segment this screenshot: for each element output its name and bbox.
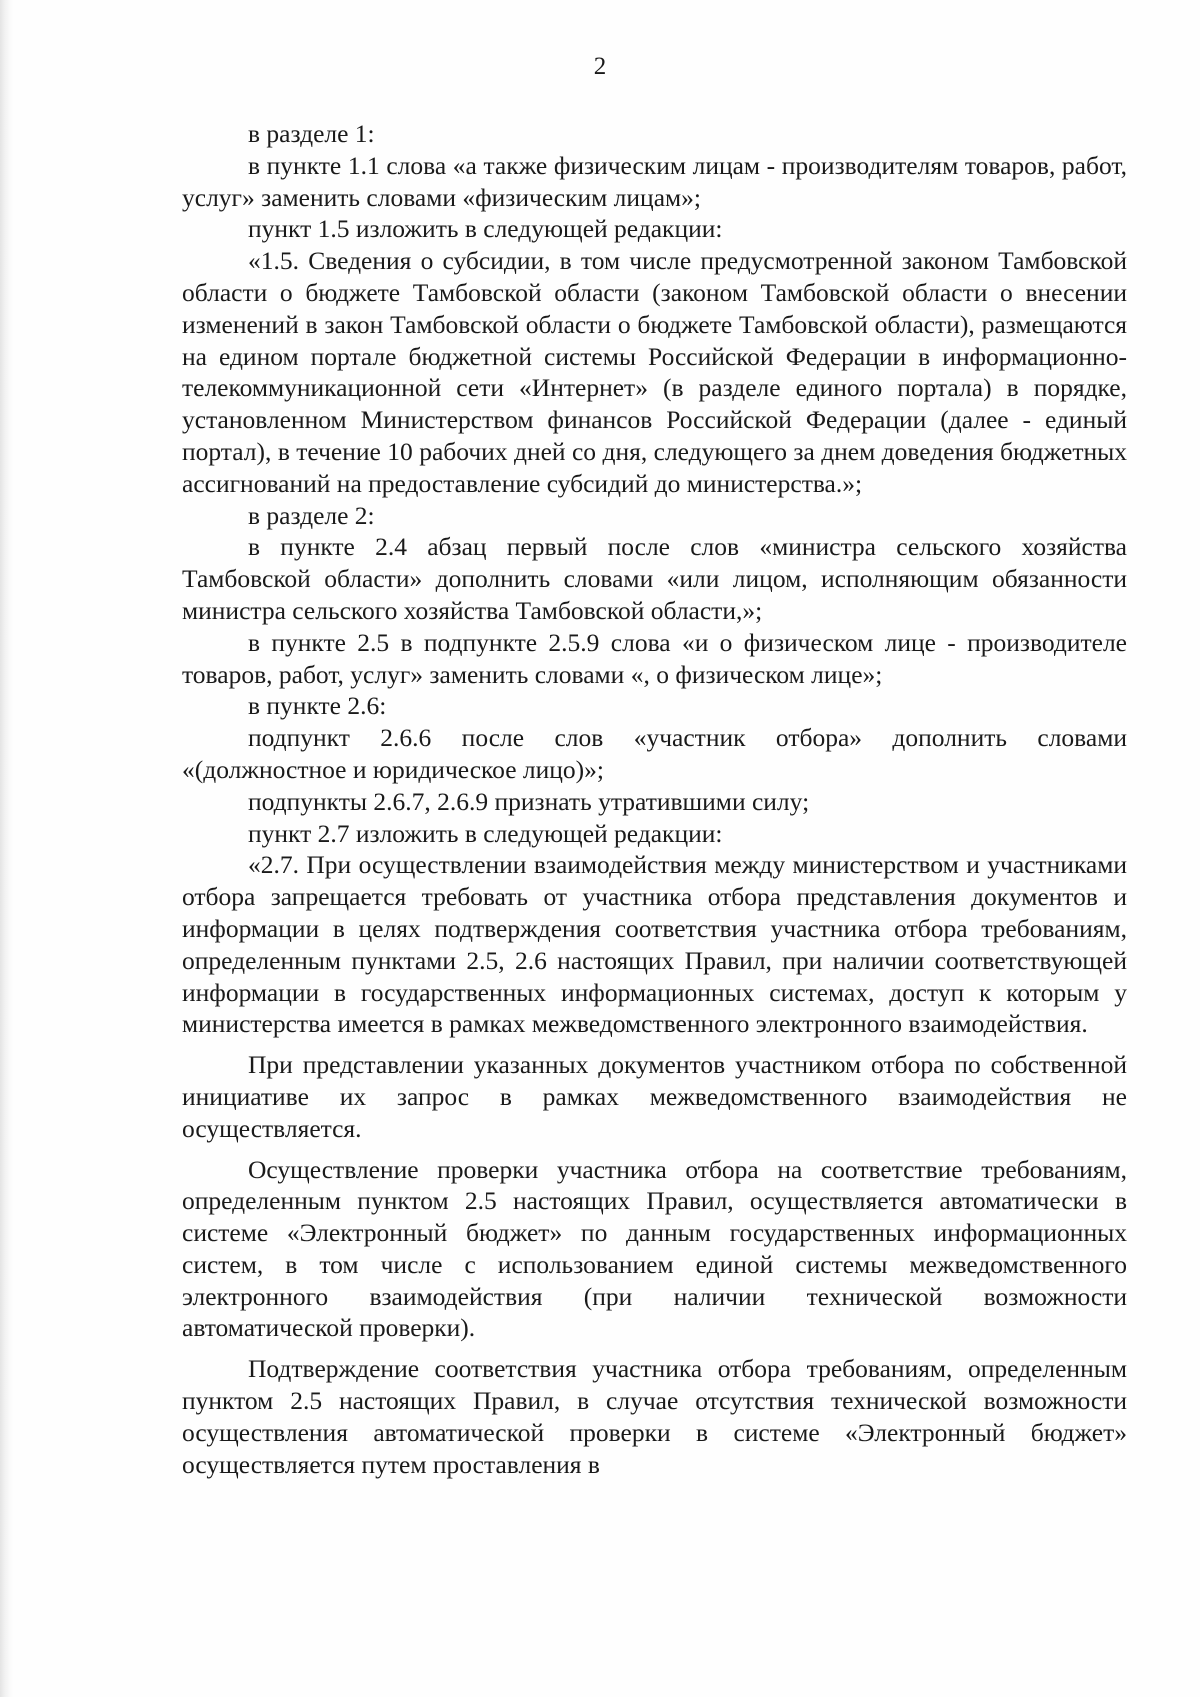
paragraph-item-1-5-text: «1.5. Сведения о субсидии, в том числе предусмотренной законом Тамбовской области о бюджете Тамбовской области (законом Тамбовской области о внесении изменений в закон Тамбовской области о бюджете Тамбовской области), размещаются на едином портале бюджетной системы Российской Федерации в информационно-телекоммуникационной сети «Интернет» (в разделе единого портала) в порядке, установленном Министерством финансов Российской Федерации (далее - единый портал), в течение 10 рабочих дней со дня, следующего за днем доведения бюджетных ассигнований на предоставление субсидий до министерства.»; bbox=[182, 246, 1127, 498]
paragraph-item-2-7-intro: пункт 2.7 изложить в следующей редакции: bbox=[248, 818, 723, 848]
paragraph-item-2-7-initiative: При представлении указанных документов участником отбора по собственной инициативе их запрос в рамках межведомственного взаимодействия не осуществляется. bbox=[182, 1050, 1127, 1143]
page-number: 2 bbox=[593, 53, 607, 80]
paragraph-item-1-5-intro: пункт 1.5 изложить в следующей редакции: bbox=[248, 214, 723, 244]
scan-edge bbox=[0, 0, 14, 1697]
paragraph-item-2-6-heading: в пункте 2.6: bbox=[248, 691, 387, 721]
paragraph-item-1-1: в пункте 1.1 слова «а также физическим лицам - производителям товаров, работ, услуг» заменить словами «физическим лицам»; bbox=[182, 150, 1127, 212]
paragraph-items-2-6-7-2-6-9: подпункты 2.6.7, 2.6.9 признать утратившими силу; bbox=[248, 786, 810, 816]
paragraph-item-2-7-text: «2.7. При осуществлении взаимодействия между министерством и участниками отбора запрещается требовать от участника отбора представления документов и информации в целях подтверждения соответствия участника отбора требованиям, определенным пунктами 2.5, 2.6 настоящих Правил, при наличии соответствующей информации в государственных информационных системах, доступ к которым у министерства имеется в рамках межведомственного электронного взаимодействия. bbox=[182, 850, 1127, 1039]
paragraph-section-1-heading: в разделе 1: bbox=[248, 119, 375, 148]
paragraph-item-2-6-6: подпункт 2.6.6 после слов «участник отбора» дополнить словами «(должностное и юридическое лицо)»; bbox=[182, 723, 1127, 784]
paragraph-item-2-5: в пункте 2.5 в подпункте 2.5.9 слова «и о физическом лице - производителе товаров, работ, услуг» заменить словами «, о физическом лице»; bbox=[182, 627, 1127, 689]
paragraph-item-2-7-automatic-check: Осуществление проверки участника отбора на соответствие требованиям, определенным пунктом 2.5 настоящих Правил, осуществляется автоматически в системе «Электронный бюджет» по данным государственных информационных систем, в том числе с использованием единой системы межведомственного электронного взаимодействия (при наличии технической возможности автоматической проверки). bbox=[182, 1154, 1127, 1343]
document-body bbox=[182, 118, 1127, 1480]
paragraph-section-2-heading: в разделе 2: bbox=[248, 500, 375, 530]
paragraph-item-2-7-confirmation: Подтверждение соответствия участника отбора требованиям, определенным пунктом 2.5 настоящих Правил, в случае отсутствия технической возможности осуществления автоматической проверки в системе «Электронный бюджет» осуществляется путем проставления в bbox=[182, 1354, 1127, 1479]
paragraph-item-2-4: в пункте 2.4 абзац первый после слов «министра сельского хозяйства Тамбовской области» дополнить словами «или лицом, исполняющим обязанности министра сельского хозяйства Тамбовской области,»; bbox=[182, 532, 1127, 625]
